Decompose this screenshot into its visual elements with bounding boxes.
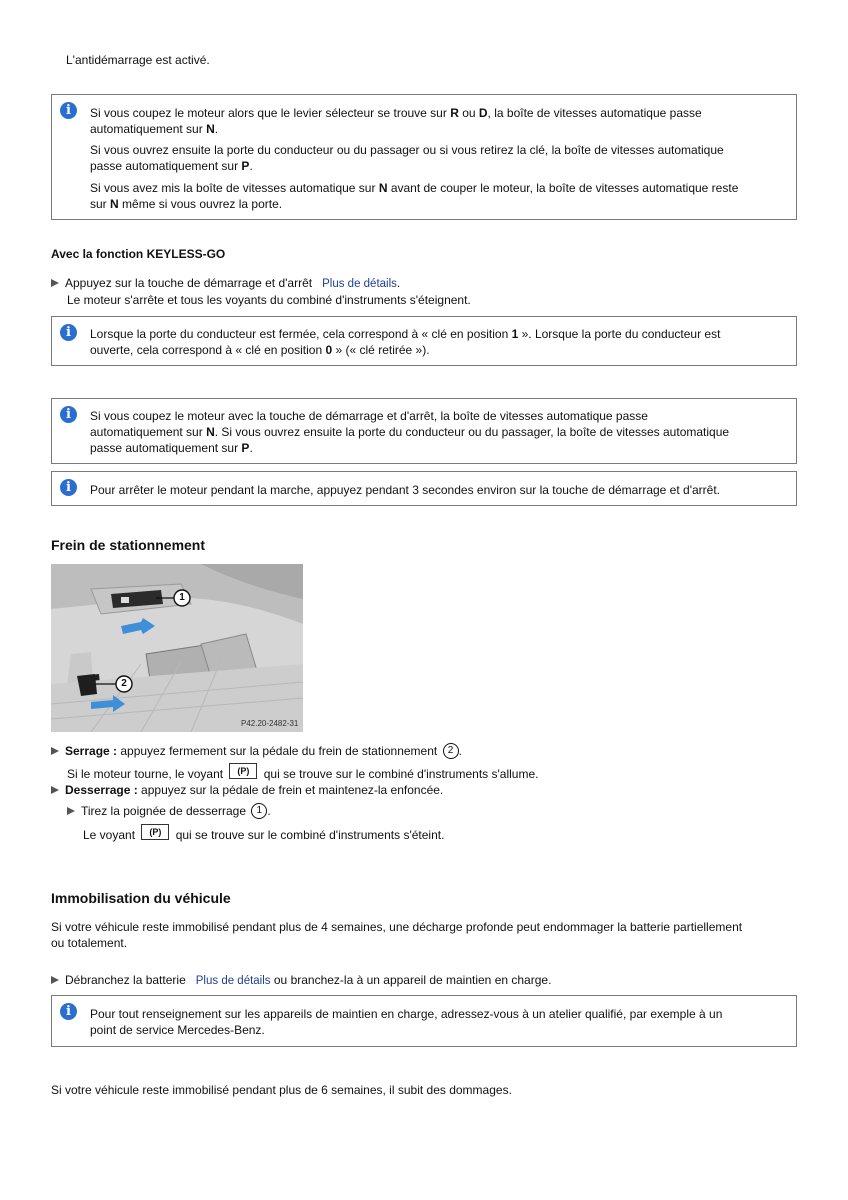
parking-brake-warning-lamp-icon	[229, 763, 257, 779]
triangle-bullet-icon	[51, 279, 59, 287]
info-text-line: automatiquement sur N.	[90, 122, 219, 136]
parking-brake-illustration	[51, 564, 303, 732]
apply-step-result: Si le moteur tourne, le voyant (P) qui se trouve sur le combiné d'instruments s'allume.	[67, 763, 538, 782]
callout-1-label: 1	[179, 592, 185, 603]
immobilizer-status-text: L'antidémarrage est activé.	[66, 53, 210, 67]
info-icon: i	[60, 406, 77, 423]
triangle-bullet-icon	[67, 807, 75, 815]
immobilisation-heading: Immobilisation du véhicule	[51, 890, 231, 906]
info-text-line: automatiquement sur N. Si vous ouvrez ensuite la porte du conducteur ou du passager, la boîte de vitesses automatique	[90, 425, 730, 439]
callout-2-icon: 2	[443, 743, 459, 759]
info-icon: i	[60, 324, 77, 341]
keyless-go-heading: Avec la fonction KEYLESS-GO	[51, 247, 226, 261]
more-details-link[interactable]: Plus de détails	[195, 975, 271, 987]
info-text-line: Si vous avez mis la boîte de vitesses automatique sur N avant de couper le moteur, la boîte de vitesses automatique reste	[90, 181, 739, 195]
info-icon: i	[60, 479, 77, 496]
info-text-line: point de service Mercedes-Benz.	[90, 1023, 265, 1037]
info-text-line: ouverte, cela correspond à « clé en position 0 » (« clé retirée »).	[90, 343, 430, 357]
triangle-bullet-icon	[51, 786, 59, 794]
final-warning-text: Si votre véhicule reste immobilisé pendant plus de 6 semaines, il subit des dommages.	[51, 1083, 512, 1097]
release-step: Desserrage : appuyez sur la pédale de frein et maintenez-la enfoncée.	[51, 782, 443, 798]
info-text-line: Si vous ouvrez ensuite la porte du conducteur ou du passager ou si vous retirez la clé, la boîte de vitesses automatique	[90, 143, 724, 157]
immobilisation-paragraph-line: ou totalement.	[51, 936, 128, 950]
keyless-result-text: Le moteur s'arrête et tous les voyants du combiné d'instruments s'éteignent.	[67, 293, 471, 307]
info-text-line: passe automatiquement sur P.	[90, 441, 253, 455]
release-substep-result: Le voyant (P) qui se trouve sur le combiné d'instruments s'éteint.	[83, 824, 444, 843]
figure-caption: P42.20-2482-31	[241, 719, 299, 728]
footwell-diagram	[51, 564, 303, 732]
triangle-bullet-icon	[51, 976, 59, 984]
info-box-gear-selector	[51, 94, 797, 220]
more-details-link[interactable]: Plus de détails	[322, 278, 397, 290]
info-text-line: Pour tout renseignement sur les appareils de maintien en charge, adressez-vous à un atelier qualifié, par exemple à un	[90, 1007, 723, 1021]
triangle-bullet-icon	[51, 747, 59, 755]
immobilisation-paragraph-line: Si votre véhicule reste immobilisé pendant plus de 4 semaines, une décharge profonde peut endommager la batterie partiellement	[51, 920, 743, 934]
keyless-step: Appuyez sur la touche de démarrage et d'arrêt Plus de détails.	[51, 275, 400, 292]
battery-step: Débranchez la batterie Plus de détails ou branchez-la à un appareil de maintien en charge.	[51, 972, 551, 989]
info-text-line: passe automatiquement sur P.	[90, 159, 253, 173]
info-box-start-stop	[51, 398, 797, 464]
parking-brake-warning-lamp-icon	[141, 824, 169, 840]
info-text-line: Lorsque la porte du conducteur est fermée, cela correspond à « clé en position 1 ». Lorsque la porte du conducteur est	[90, 327, 721, 341]
info-box-stop-while-driving	[51, 471, 797, 506]
parking-brake-heading: Frein de stationnement	[51, 537, 206, 553]
info-text-line: Si vous coupez le moteur alors que le levier sélecteur se trouve sur R ou D, la boîte de vitesses automatique passe	[90, 106, 702, 120]
info-box-key-position	[51, 316, 797, 366]
apply-step: Serrage : appuyez fermement sur la pédale du frein de stationnement 2 .	[51, 743, 462, 759]
callout-1-icon: 1	[251, 803, 267, 819]
info-text-line: sur N même si vous ouvrez la porte.	[90, 197, 283, 211]
callout-2-label: 2	[121, 678, 127, 689]
release-substep: Tirez la poignée de desserrage 1 .	[67, 803, 271, 819]
info-text-line: Pour arrêter le moteur pendant la marche, appuyez pendant 3 secondes environ sur la touche de démarrage et d'arrêt.	[90, 483, 720, 497]
info-text-line: Si vous coupez le moteur avec la touche de démarrage et d'arrêt, la boîte de vitesses automatique passe	[90, 409, 648, 423]
info-icon: i	[60, 102, 77, 119]
info-box-charger	[51, 995, 797, 1047]
info-icon: i	[60, 1003, 77, 1020]
